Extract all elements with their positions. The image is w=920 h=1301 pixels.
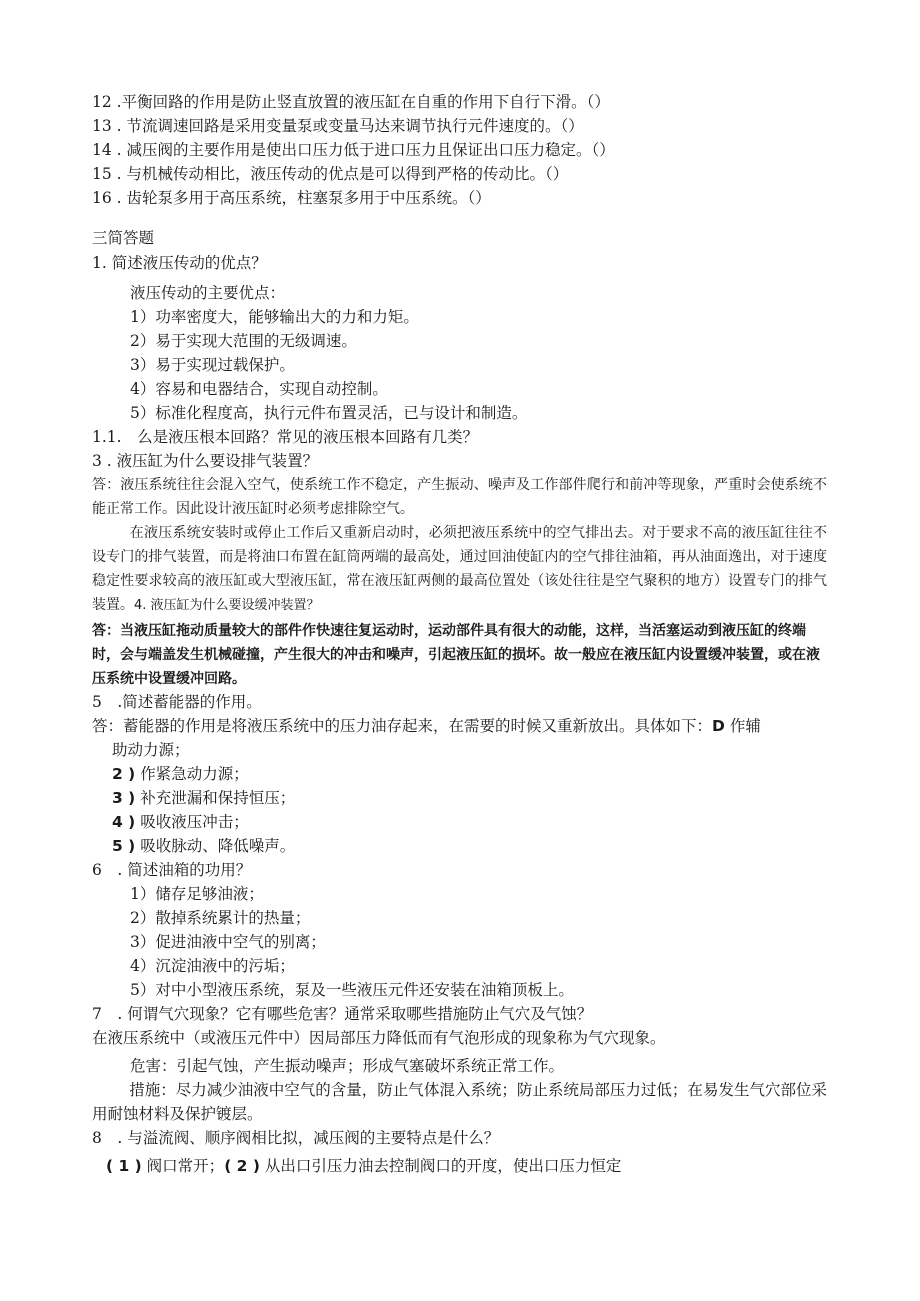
item-number: 4 ) (112, 813, 136, 831)
answer-1-item: 5）标准化程度高，执行元件布置灵活，已与设计和制造。 (130, 404, 528, 422)
answer-4: 答：当液压缸拖动质量较大的部件作快速往复运动时，运动部件具有很大的动能，这样，当活塞运动到液压缸的终端时，会与端盖发生机械碰撞，产生很大的冲击和噪声，引起液压缸的损坏。故一般应在液压缸内设置缓冲装置，或在液压系统中设置缓冲回路。 (92, 623, 820, 687)
short-question-5: 5 .简述蓄能器的作用。 (92, 693, 262, 711)
answer-6-item: 2）散掉系统累计的热量； (130, 909, 311, 927)
item-number: 5 ) (112, 837, 136, 855)
item-text: 作紧急动力源； (135, 765, 249, 783)
answer-5-item (112, 786, 295, 810)
answer-5-text: 答：蓄能器的作用是将液压系统中的压力油存起来，在需要的时候又重新放出。具体如下： (92, 717, 713, 735)
short-question-7: 7 . 何谓气穴现象？它有哪些危害？通常采取哪些措施防止气穴及气蚀？ (92, 1005, 593, 1023)
answer-3-paragraph-1: 答：液压系统往往会混入空气，使系统工作不稳定，产生振动、噪声及工作部件爬行和前冲等现象，严重时会使系统不能正常工作。因此设计液压缸时必须考虑排除空气。 (92, 477, 827, 517)
answer-3-paragraph-2 (92, 521, 827, 618)
answer-5-item (112, 810, 249, 834)
answer-7-measures: 措施：尽力减少油液中空气的含量，防止气体混入系统；防止系统局部压力过低；在易发生气穴部位采用耐蚀材料及保护镀层。 (92, 1081, 827, 1123)
answer-7-definition: 在液压系统中（或液压元件中）因局部压力降低而有气泡形成的现象称为气穴现象。 (92, 1029, 666, 1047)
question-16: 16 . 齿轮泵多用于高压系统，柱塞泵多用于中压系统。（） (92, 189, 491, 207)
answer-5-item (112, 762, 249, 786)
item-number: 2 ) (112, 765, 136, 783)
item-text: 从出口引压力油去控制阀口的开度，使出口压力恒定 (259, 1157, 622, 1175)
answer-7-harm: 危害：引起气蚀，产生振动噪声；形成气塞破坏系统正常工作。 (130, 1057, 565, 1075)
answer-6-item: 4）沉淀油液中的污垢； (130, 957, 295, 975)
answer-3-text: 在液压系统安装时或停止工作后又重新启动时，必须把液压系统中的空气排出去。对于要求不高的液压缸往往不设专门的排气装置，而是将油口布置在缸筒两端的最高处，通过回油使缸内的空气排往油箱，再从油面逸出，对于速度稳定性要求较高的液压缸或大型液压缸，常在液压缸两侧的最高位置处（该处往往是空气聚积的地方）设置专门的排气装置。 (92, 525, 827, 613)
item-text: 吸收脉动、降低噪声。 (135, 837, 296, 855)
short-question-8: 8 . 与溢流阀、顺序阀相比拟，减压阀的主要特点是什么？ (92, 1129, 500, 1147)
item-text: 阀口常开； (141, 1157, 225, 1175)
item-text: 补充泄漏和保持恒压； (135, 789, 296, 807)
item-number: ( 2 ) (224, 1157, 260, 1175)
question-14: 14 . 减压阀的主要作用是使出口压力低于进口压力且保证出口压力稳定。（） (92, 141, 615, 159)
answer-5-text-tail: 作辅 (724, 717, 761, 735)
question-12: 12 .平衡回路的作用是防止竖直放置的液压缸在自重的作用下自行下滑。（） (92, 93, 610, 111)
answer-1-item: 1）功率密度大，能够输出大的力和力矩。 (130, 308, 419, 326)
short-question-1: 1. 简述液压传动的优点？ (92, 254, 267, 272)
short-question-3: 3 . 液压缸为什么要设排气装置？ (92, 452, 319, 470)
answer-1-item: 3）易于实现过载保护。 (130, 356, 295, 374)
answer-1-intro: 液压传动的主要优点： (130, 284, 286, 302)
item-number: 3 ) (112, 789, 136, 807)
question-13: 13 . 节流调速回路是采用变量泵或变量马达来调节执行元件速度的。（） (92, 117, 584, 135)
answer-1-item: 4）容易和电器结合，实现自动控制。 (130, 380, 388, 398)
item-text: 吸收液压冲击； (135, 813, 249, 831)
answer-5-item (112, 834, 295, 858)
answer-1-item: 2）易于实现大范围的无级调速。 (130, 332, 357, 350)
answer-5-marker: D (712, 717, 725, 735)
question-15: 15 . 与机械传动相比，液压传动的优点是可以得到严格的传动比。（） (92, 165, 569, 183)
short-question-6: 6 . 简述油箱的功用？ (92, 861, 252, 879)
short-question-4: 4. 液压缸为什么要设缓冲装置？ (134, 598, 320, 613)
answer-6-item: 1）储存足够油液； (130, 885, 264, 903)
short-question-2: 1.1. 么是液压根本回路？常见的液压根本回路有几类？ (92, 428, 479, 446)
item-number: ( 1 ) (106, 1157, 142, 1175)
answer-5-continuation: 助动力源； (112, 741, 190, 759)
answer-6-item: 3）促进油液中空气的别离； (130, 933, 326, 951)
answer-8 (106, 1154, 621, 1178)
section-heading: 三简答题 (92, 229, 155, 247)
answer-5-intro (92, 714, 761, 738)
answer-6-item: 5）对中小型液压系统，泵及一些液压元件还安装在油箱顶板上。 (130, 981, 574, 999)
